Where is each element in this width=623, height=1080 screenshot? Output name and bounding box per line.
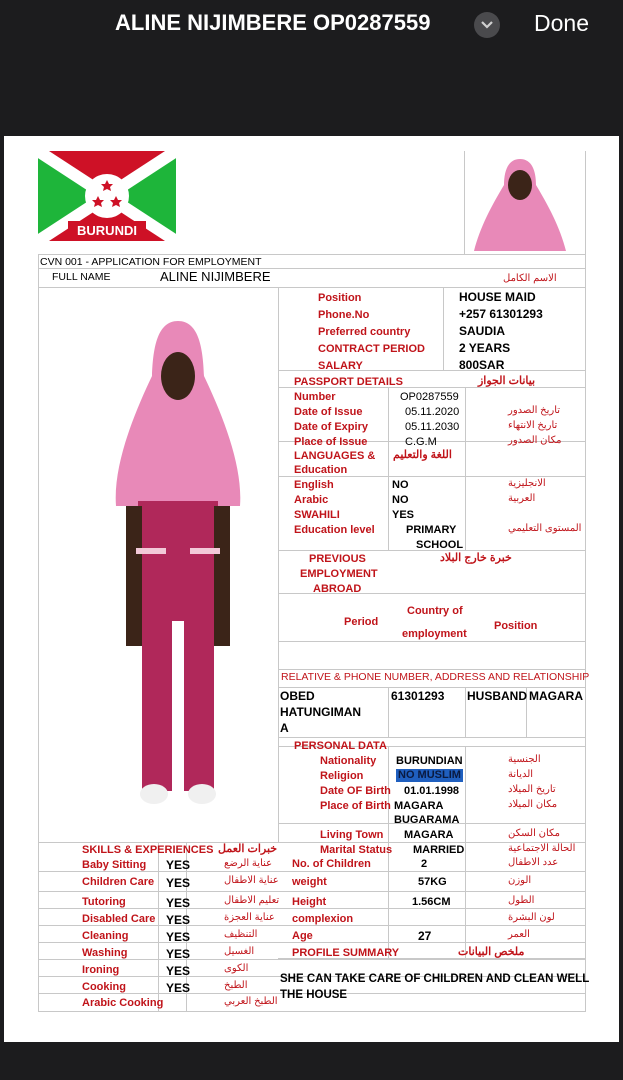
weight-ar: الوزن <box>508 875 532 886</box>
skill-label-disabled-care: Disabled Care <box>82 913 156 925</box>
passport-title-ar: بيانات الجواز <box>478 375 536 387</box>
skill-label-children-care: Children Care <box>82 876 155 888</box>
personal-title: PERSONAL DATA <box>294 740 387 752</box>
languages-title-ar: اللغة والتعليم <box>393 449 452 461</box>
skill-value-cleaning: YES <box>166 930 191 944</box>
age-label: Age <box>292 930 313 942</box>
swahili-label: SWAHILI <box>294 509 340 521</box>
pob-value-1: MAGARA <box>394 800 444 812</box>
salary-value: 800SAR <box>459 358 505 372</box>
education-title: Education <box>294 464 348 476</box>
religion-value: NO MUSLIM <box>398 769 461 781</box>
passport-number-label: Number <box>294 391 336 403</box>
living-town-label: Living Town <box>320 829 384 841</box>
relative-name-3: A <box>280 721 289 735</box>
previous-title-ar: خبرة خارج البلاد <box>440 552 512 564</box>
age-ar: العمر <box>508 929 530 940</box>
skill-value-ironing: YES <box>166 964 191 978</box>
contract-period-value: 2 YEARS <box>459 341 511 355</box>
relative-relation: HUSBAND <box>467 689 527 703</box>
height-label: Height <box>292 896 327 908</box>
employment-application-form <box>38 151 590 1012</box>
flag-label: BURUNDI <box>77 223 137 238</box>
skills-title: SKILLS & EXPERIENCES <box>82 844 214 856</box>
complexion-label: complexion <box>292 913 354 925</box>
passport-number-value: OP0287559 <box>400 391 459 403</box>
skill-ar-ironing: الكوى <box>224 963 249 974</box>
skill-ar-cleaning: التنظيف <box>224 929 258 940</box>
applicant-photo-small <box>470 155 570 251</box>
nationality-value: BURUNDIAN <box>396 755 463 767</box>
previous-title-1: PREVIOUS <box>309 553 366 565</box>
issue-date-ar: تاريخ الصدور <box>508 405 561 416</box>
profile-title: PROFILE SUMMARY <box>292 947 400 959</box>
living-town-ar: مكان السكن <box>508 828 560 839</box>
height-ar: الطول <box>508 895 535 906</box>
pob-value-2: BUGARAMA <box>394 814 460 826</box>
english-label: English <box>294 479 334 491</box>
document-page <box>4 136 619 1042</box>
col-position: Position <box>494 620 538 632</box>
education-level-value-1: PRIMARY <box>406 524 457 536</box>
children-value: 2 <box>421 858 428 870</box>
living-town-value: MAGARA <box>404 829 454 841</box>
skill-value-children-care: YES <box>166 876 191 890</box>
passport-title: PASSPORT DETAILS <box>294 376 403 388</box>
relative-title: RELATIVE & PHONE NUMBER, ADDRESS AND RELATIONSHIP <box>281 671 590 683</box>
phone-value: +257 61301293 <box>459 307 543 321</box>
complexion-ar: لون البشرة <box>508 912 555 923</box>
dob-label: Date OF Birth <box>320 785 391 797</box>
issue-place-ar: مكان الصدور <box>508 435 562 446</box>
skill-ar-children-care: عناية الاطفال <box>224 875 279 886</box>
nationality-label: Nationality <box>320 755 377 767</box>
form-code: CVN 001 - APPLICATION FOR EMPLOYMENT <box>40 256 262 268</box>
skill-ar-cooking: الطبخ <box>224 980 248 991</box>
education-level-label: Education level <box>294 524 375 536</box>
done-button[interactable]: Done <box>534 10 589 36</box>
burundi-flag <box>38 151 176 241</box>
skill-ar-disabled-care: عناية العجزة <box>224 912 275 923</box>
relative-phone: 61301293 <box>391 689 445 703</box>
relative-name-2: HATUNGIMAN <box>280 705 362 719</box>
skill-label-ironing: Ironing <box>82 964 120 976</box>
applicant-photo-full <box>108 316 248 806</box>
title-menu-button[interactable] <box>474 12 500 38</box>
dob-ar: تاريخ الميلاد <box>508 784 556 795</box>
position-label: Position <box>318 292 362 304</box>
full-name-value: ALINE NIJIMBERE <box>160 269 271 284</box>
chevron-down-icon <box>480 20 494 30</box>
languages-title: LANGUAGES & <box>294 450 376 462</box>
profile-line-2: THE HOUSE <box>280 989 348 1001</box>
children-ar: عدد الاطفال <box>508 857 559 868</box>
weight-label: weight <box>292 876 327 888</box>
issue-place-value: C.G.M <box>405 436 437 448</box>
religion-ar: الديانة <box>508 769 534 780</box>
english-value: NO <box>392 479 409 491</box>
relative-place: MAGARA <box>529 689 583 703</box>
skill-label-cleaning: Cleaning <box>82 930 129 942</box>
skill-value-disabled-care: YES <box>166 913 191 927</box>
issue-date-value: 05.11.2020 <box>405 406 460 418</box>
skills-title-ar: خبرات العمل <box>218 843 278 855</box>
pob-ar: مكان الميلاد <box>508 799 558 810</box>
pob-label: Place of Birth <box>320 800 391 812</box>
contract-period-label: CONTRACT PERIOD <box>318 343 425 355</box>
skill-value-tutoring: YES <box>166 896 191 910</box>
skill-value-cooking: YES <box>166 981 191 995</box>
expiry-date-ar: تاريخ الانتهاء <box>508 420 558 431</box>
religion-label: Religion <box>320 770 364 782</box>
issue-date-label: Date of Issue <box>294 406 363 418</box>
skill-ar-washing: الغسيل <box>224 946 255 957</box>
skill-value-baby-sitting: YES <box>166 858 191 872</box>
salary-label: SALARY <box>318 360 363 372</box>
previous-title-2: EMPLOYMENT <box>300 568 378 580</box>
full-name-ar: الاسم الكامل <box>503 273 557 284</box>
phone-label: Phone.No <box>318 309 370 321</box>
profile-title-ar: ملخص البيانات <box>458 946 525 958</box>
skill-label-tutoring: Tutoring <box>82 896 126 908</box>
preferred-country-label: Preferred country <box>318 326 411 338</box>
skill-label-cooking: Cooking <box>82 981 126 993</box>
age-value: 27 <box>418 929 432 943</box>
relative-name-1: OBED <box>280 689 315 703</box>
position-value: HOUSE MAID <box>459 290 536 304</box>
skill-ar-tutoring: تعليم الاطفال <box>224 895 280 906</box>
col-period: Period <box>344 616 379 628</box>
education-level-value-2: SCHOOL <box>416 539 464 551</box>
document-title: ALINE NIJIMBERE OP0287559 <box>115 10 431 35</box>
expiry-date-label: Date of Expiry <box>294 421 368 433</box>
col-country-1: Country of <box>407 605 463 617</box>
swahili-value: YES <box>392 509 415 521</box>
arabic-label: Arabic <box>294 494 329 506</box>
skill-ar-arabic-cooking: الطبخ العربي <box>224 996 278 1007</box>
nationality-ar: الجنسية <box>508 754 541 765</box>
marital-ar: الحالة الاجتماعية <box>508 843 576 854</box>
col-country-2: employment <box>402 628 467 640</box>
expiry-date-value: 05.11.2030 <box>405 421 460 433</box>
education-level-ar: المستوى التعليمي <box>508 523 582 534</box>
english-ar: الانجليزية <box>508 478 546 489</box>
arabic-ar: العربية <box>508 493 536 504</box>
viewer-top-bar <box>0 0 623 110</box>
marital-label: Marital Status <box>320 844 393 856</box>
issue-place-label: Place of Issue <box>294 436 368 448</box>
full-name-label: FULL NAME <box>52 271 111 283</box>
preferred-country-value: SAUDIA <box>459 324 506 338</box>
skill-label-baby-sitting: Baby Sitting <box>82 859 147 871</box>
skill-value-washing: YES <box>166 947 191 961</box>
skill-label-washing: Washing <box>82 947 128 959</box>
dob-value: 01.01.1998 <box>404 785 460 797</box>
skill-label-arabic-cooking: Arabic Cooking <box>82 997 164 1009</box>
previous-title-3: ABROAD <box>313 583 362 595</box>
profile-line-1: SHE CAN TAKE CARE OF CHILDREN AND CLEAN WELL <box>280 973 590 985</box>
weight-value: 57KG <box>418 876 447 888</box>
height-value: 1.56CM <box>412 896 451 908</box>
children-label: No. of Children <box>292 858 371 870</box>
skill-ar-baby-sitting: عناية الرضع <box>224 858 273 869</box>
marital-value: MARRIED <box>413 844 465 856</box>
arabic-value: NO <box>392 494 409 506</box>
